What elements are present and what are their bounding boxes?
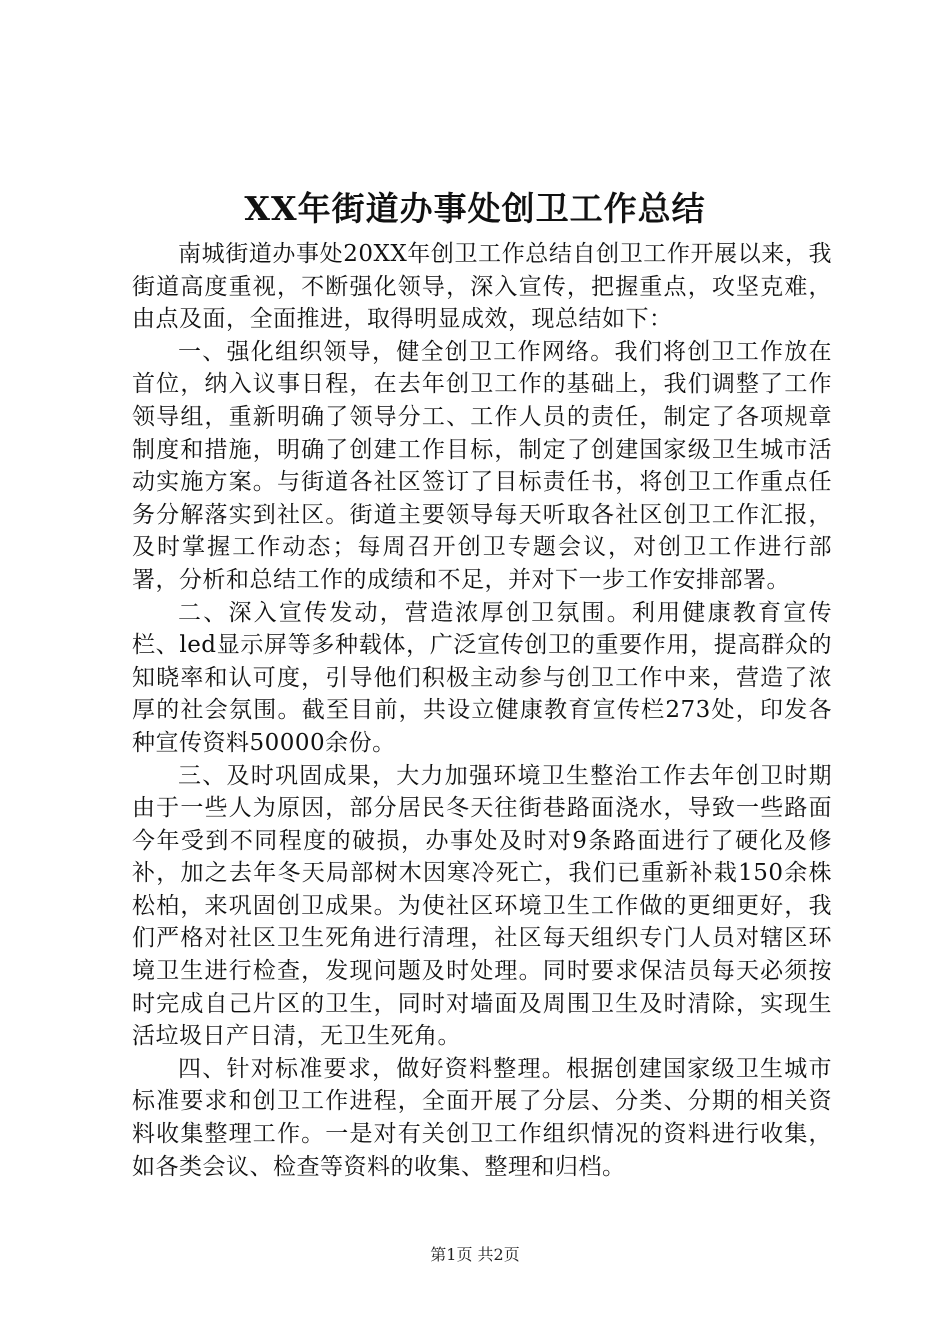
paragraph-section-1: 一、强化组织领导，健全创卫工作网络。我们将创卫工作放在首位，纳入议事日程，在去年创卫工作的基础上，我们调整了工作领导组，重新明确了领导分工、工作人员的责任，制定了各项规章制度和措施，明确了创建工作目标，制定了创建国家级卫生城市活动实施方案。与街道各社区签订了目标责任书，将创卫工作重点任务分解落实到社区。街道主要领导每天听取各社区创卫工作汇报，及时掌握工作动态；每周召开创卫专题会议，对创卫工作进行部署，分析和总结工作的成绩和不足，并对下一步工作安排部署。 [132,338,832,593]
document-body [132,238,832,1183]
paragraph-section-2: 二、深入宣传发动，营造浓厚创卫氛围。利用健康教育宣传栏、led显示屏等多种载体，广泛宣传创卫的重要作用，提高群众的知晓率和认可度，引导他们积极主动参与创卫工作中来，营造了浓厚的社会氛围。截至目前，共设立健康教育宣传栏273处，印发各种宣传资料50000余份。 [132,599,832,756]
page-footer: 第1页 共2页 [430,1245,520,1264]
document-title: XX年街道办事处创卫工作总结 [244,189,706,228]
paragraph-intro: 南城街道办事处20XX年创卫工作总结自创卫工作开展以来，我街道高度重视，不断强化领导，深入宣传，把握重点，攻坚克难，由点及面，全面推进，取得明显成效，现总结如下： [132,241,832,333]
paragraph-section-4: 四、针对标准要求，做好资料整理。根据创建国家级卫生城市标准要求和创卫工作进程，全面开展了分层、分类、分期的相关资料收集整理工作。一是对有关创卫工作组织情况的资料进行收集，如各类会议、检查等资料的收集、整理和归档。 [132,1055,832,1180]
paragraph-section-3: 三、及时巩固成果，大力加强环境卫生整治工作去年创卫时期由于一些人为原因，部分居民冬天往街巷路面浇水，导致一些路面今年受到不同程度的破损，办事处及时对9条路面进行了硬化及修补，加之去年冬天局部树木因寒冷死亡，我们已重新补栽150余株松柏，来巩固创卫成果。为使社区环境卫生工作做的更细更好，我们严格对社区卫生死角进行清理，社区每天组织专门人员对辖区环境卫生进行检查，发现问题及时处理。同时要求保洁员每天必须按时完成自己片区的卫生，同时对墙面及周围卫生及时清除，实现生活垃圾日产日清，无卫生死角。 [132,762,832,1050]
